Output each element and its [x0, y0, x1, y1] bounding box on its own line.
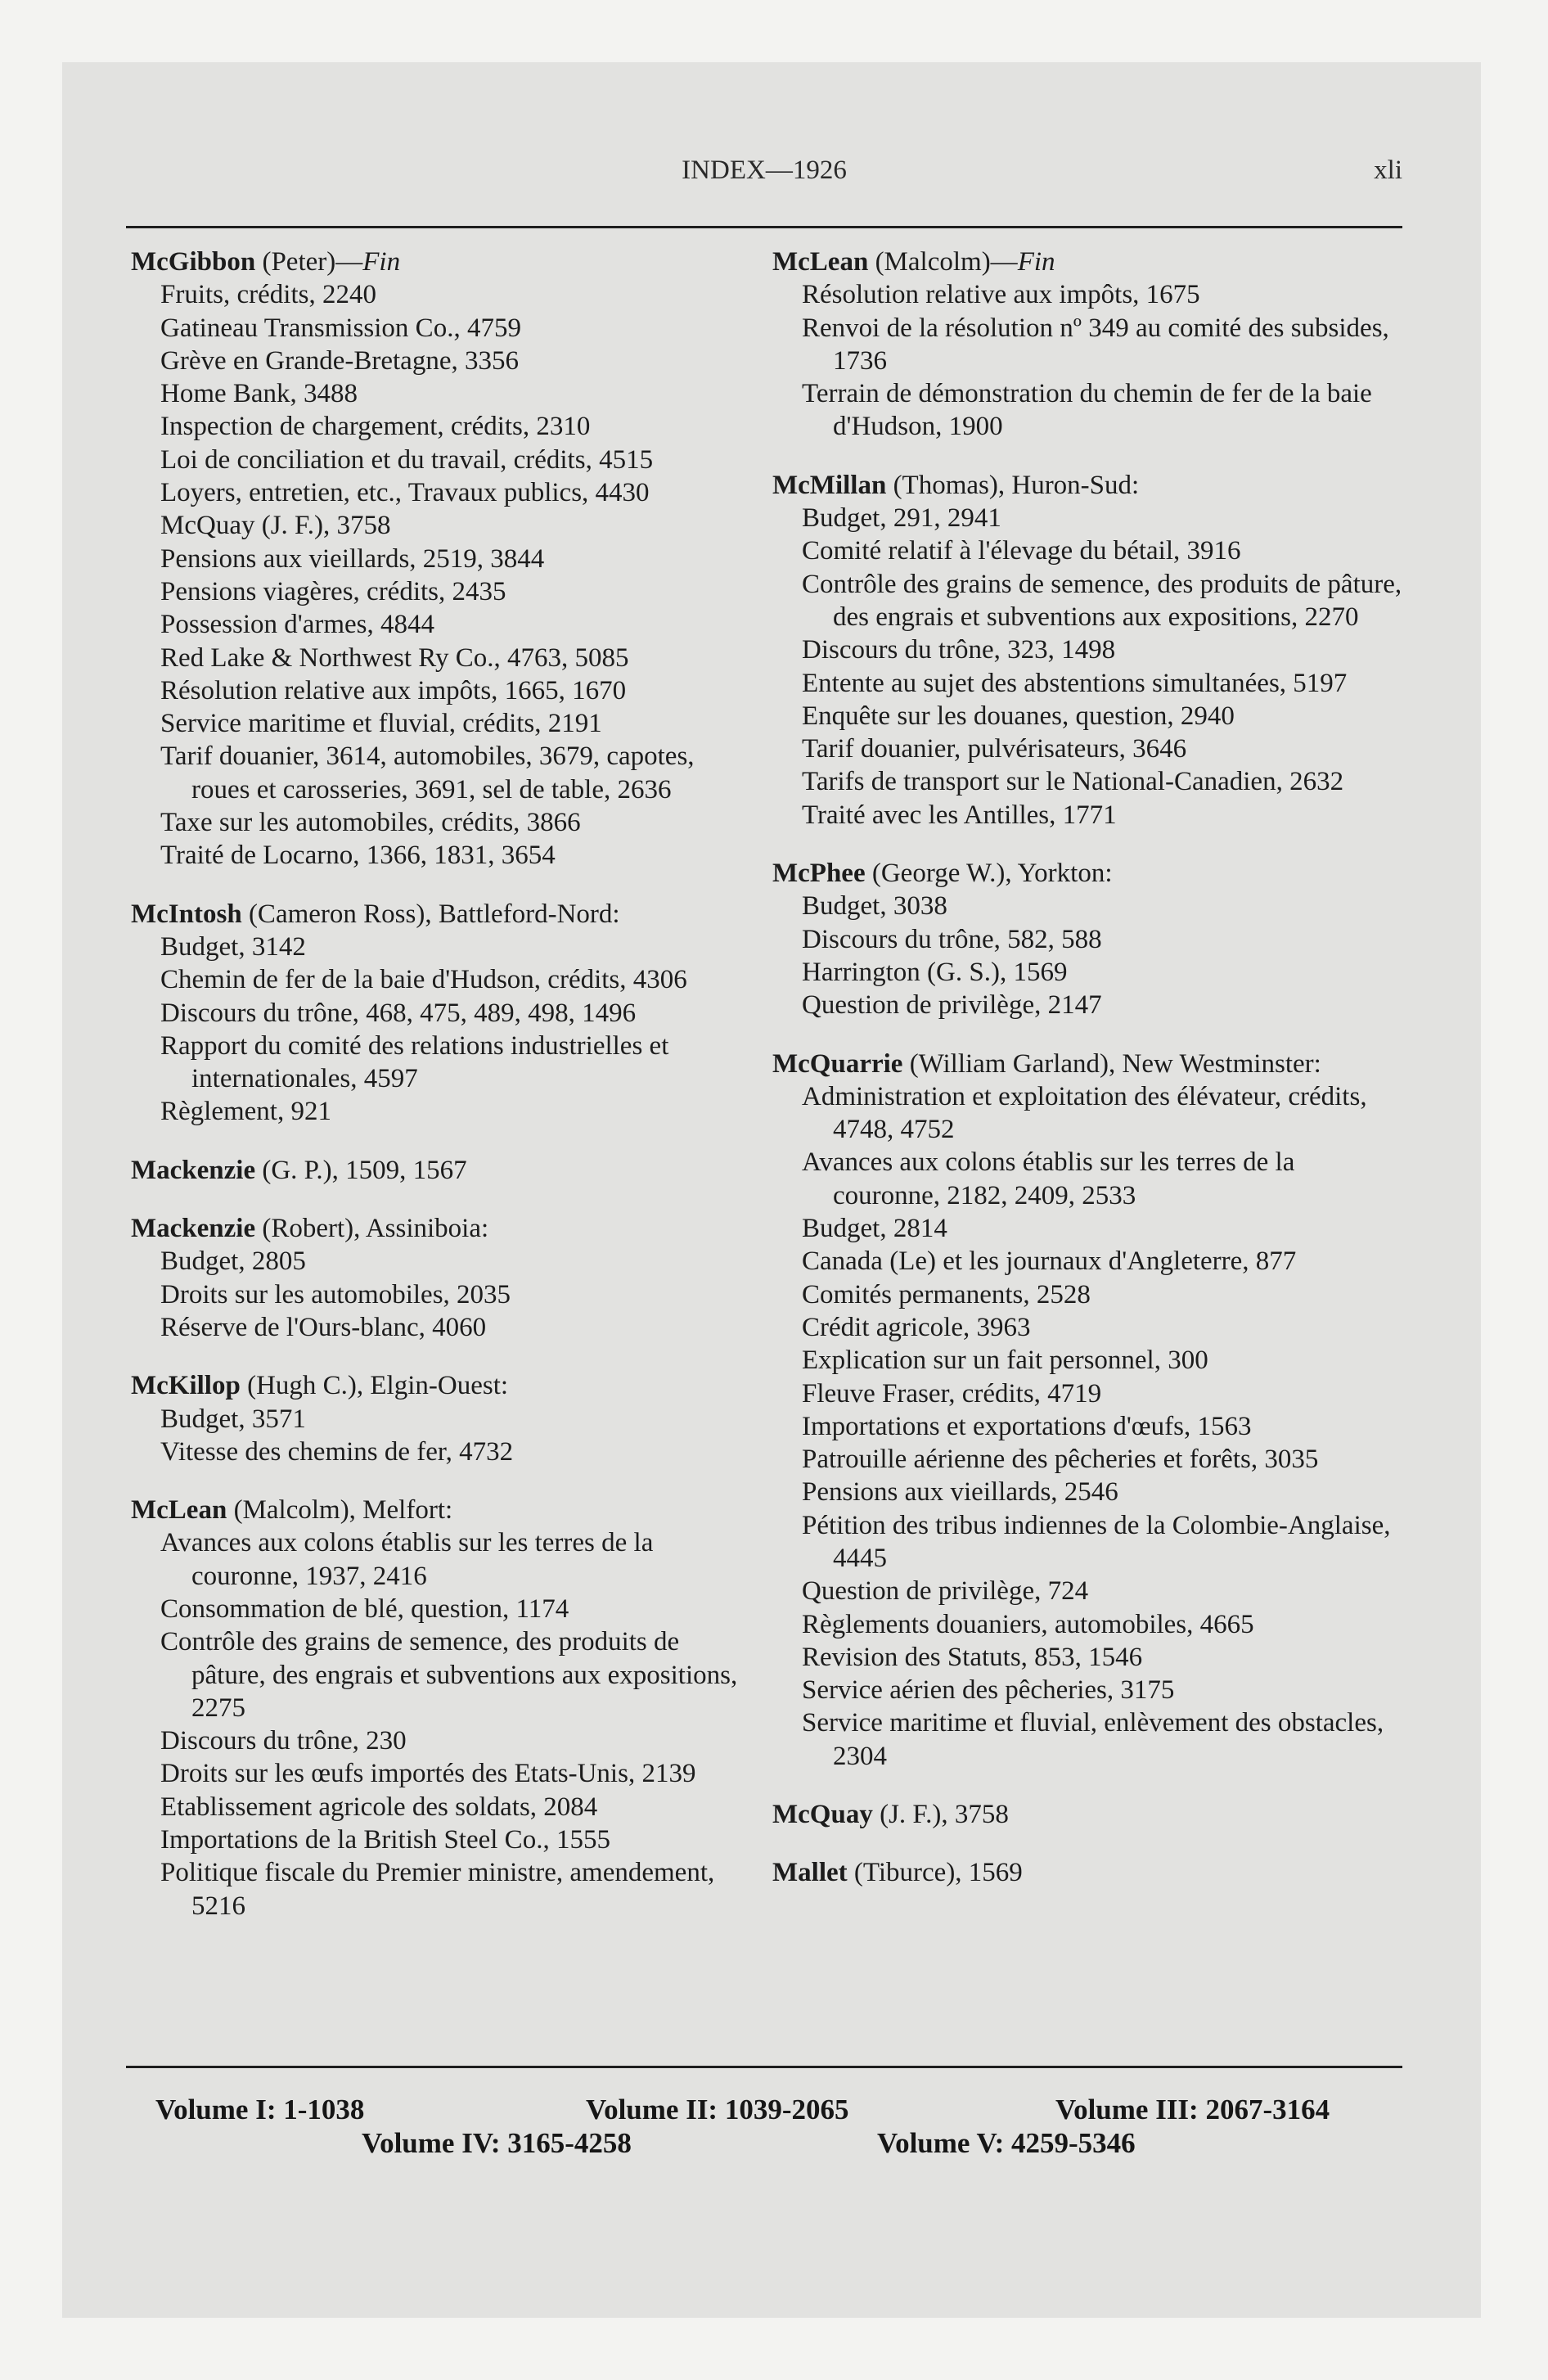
index-subentry: Traité avec les Antilles, 1771 [802, 800, 1117, 830]
index-subentry: Budget, 3038 [802, 891, 947, 922]
index-subentry: Règlement, 921 [160, 1097, 331, 1127]
index-subentry: Importations et exportations d'œufs, 1563 [802, 1411, 1252, 1441]
index-subentry: Tarifs de transport sur le National-Canadien, 2632 [802, 767, 1344, 797]
volume-1-range: Volume I: 1-1038 [155, 2094, 365, 2125]
member-name: McKillop [131, 1371, 241, 1401]
index-subentry: Vitesse des chemins de fer, 4732 [160, 1436, 514, 1467]
index-subentry: Budget, 3571 [160, 1404, 306, 1434]
member-details: (Thomas), Huron-Sud: [886, 470, 1140, 500]
volume-5-range: Volume V: 4259-5346 [877, 2127, 1136, 2159]
index-subentry: Question de privilège, 2147 [802, 990, 1102, 1021]
entry-heading [772, 469, 1402, 502]
bottom-rule [126, 2066, 1402, 2068]
index-subentry: Service maritime et fluvial, crédits, 2191 [160, 709, 602, 739]
index-subentry: Tarif douanier, 3614, automobiles, 3679, capotes, roues et carosseries, 3691, sel de table, 2636 [160, 741, 695, 805]
right-column [772, 246, 1402, 1915]
index-subentry: Question de privilège, 724 [802, 1576, 1089, 1607]
member-details: (Cameron Ross), Battleford-Nord: [241, 899, 620, 929]
index-subentry: Budget, 3142 [160, 931, 306, 962]
index-subentry: Budget, 2805 [160, 1246, 306, 1277]
entry-heading [131, 1494, 753, 1526]
index-entry [772, 469, 1402, 832]
index-subentry: Crédit agricole, 3963 [802, 1312, 1031, 1342]
index-subentry: Réserve de l'Ours-blanc, 4060 [160, 1312, 487, 1342]
member-details: (Peter)— [255, 247, 363, 277]
index-subentry: Droits sur les automobiles, 2035 [160, 1279, 511, 1309]
index-subentry: Pétition des tribus indiennes de la Colombie-Anglaise, 4445 [802, 1510, 1391, 1573]
index-subentry: Traité de Locarno, 1366, 1831, 3654 [160, 841, 556, 871]
index-subentry: Explication sur un fait personnel, 300 [802, 1346, 1208, 1376]
member-details: (William Garland), New Westminster: [902, 1048, 1321, 1079]
index-subentry: Grève en Grande-Bretagne, 3356 [160, 345, 519, 376]
volume-2-range: Volume II: 1039-2065 [586, 2094, 849, 2125]
index-subentry: McQuay (J. F.), 3758 [160, 511, 391, 541]
index-subentry: Contrôle des grains de semence, des produits de pâture, des engrais et subventions aux expositions, 2270 [802, 569, 1402, 632]
member-details: (G. P.), 1509, 1567 [255, 1155, 467, 1185]
entry-heading [772, 1798, 1402, 1831]
index-subentry: Taxe sur les automobiles, crédits, 3866 [160, 808, 581, 838]
member-details: (George W.), Yorkton: [865, 859, 1113, 889]
member-name: McIntosh [131, 899, 242, 929]
index-subentry: Revision des Statuts, 853, 1546 [802, 1642, 1143, 1672]
volume-ranges-footer [151, 2094, 1386, 2160]
index-subentry: Discours du trône, 582, 588 [802, 924, 1102, 954]
index-subentry: Pensions aux vieillards, 2519, 3844 [160, 543, 545, 574]
member-name: Mackenzie [131, 1155, 256, 1185]
index-subentry: Résolution relative aux impôts, 1665, 1670 [160, 675, 627, 705]
index-entry [772, 1048, 1402, 1774]
index-subentry: Pensions aux vieillards, 2546 [802, 1477, 1118, 1508]
entry-heading [131, 1212, 753, 1245]
index-subentry: Gatineau Transmission Co., 4759 [160, 313, 521, 343]
index-subentry: Canada (Le) et les journaux d'Angleterre, 877 [802, 1246, 1297, 1277]
index-subentry: Tarif douanier, pulvérisateurs, 3646 [802, 734, 1187, 764]
index-subentry: Rapport du comité des relations industrielles et internationales, 4597 [160, 1030, 669, 1094]
entry-heading [772, 1048, 1402, 1080]
member-name: McQuay [772, 1800, 873, 1830]
index-entry [131, 1212, 753, 1344]
member-name: McPhee [772, 859, 866, 889]
index-subentry: Loyers, entretien, etc., Travaux publics, 4430 [160, 478, 650, 508]
member-details: (Hugh C.), Elgin-Ouest: [240, 1371, 509, 1401]
member-name: McLean [772, 247, 869, 277]
member-details: (Malcolm), Melfort: [227, 1495, 453, 1526]
index-subentry: Résolution relative aux impôts, 1675 [802, 280, 1200, 310]
index-subentry: Enquête sur les douanes, question, 2940 [802, 701, 1235, 731]
index-subentry: Budget, 291, 2941 [802, 503, 1001, 534]
index-entry [131, 1154, 753, 1187]
entry-heading [131, 1369, 753, 1402]
entry-heading [131, 1154, 753, 1187]
index-subentry: Consommation de blé, question, 1174 [160, 1593, 569, 1624]
member-details: (Malcolm)— [868, 247, 1018, 277]
index-entry [772, 857, 1402, 1021]
entry-heading [772, 857, 1402, 890]
index-subentry: Droits sur les œufs importés des Etats-Unis, 2139 [160, 1759, 696, 1789]
index-subentry: Discours du trône, 468, 475, 489, 498, 1496 [160, 998, 637, 1028]
entry-heading [772, 1856, 1402, 1889]
index-subentry: Administration et exploitation des élévateur, crédits, 4748, 4752 [802, 1081, 1367, 1145]
member-name: McMillan [772, 470, 887, 500]
member-details: (J. F.), 3758 [872, 1800, 1009, 1830]
member-name: Mallet [772, 1858, 848, 1888]
member-name: McQuarrie [772, 1048, 903, 1079]
index-subentry: Fleuve Fraser, crédits, 4719 [802, 1378, 1102, 1409]
page-number: xli [1374, 156, 1402, 185]
entry-heading [131, 898, 753, 931]
index-subentry: Service aérien des pêcheries, 3175 [802, 1675, 1175, 1706]
index-entry [131, 1494, 753, 1922]
left-column [131, 246, 753, 1948]
index-subentry: Discours du trône, 323, 1498 [802, 635, 1116, 665]
entry-heading [131, 246, 753, 278]
index-subentry: Importations de la British Steel Co., 1555 [160, 1825, 610, 1855]
volume-3-range: Volume III: 2067-3164 [1055, 2094, 1330, 2125]
index-subentry: Fruits, crédits, 2240 [160, 280, 376, 310]
member-details: (Robert), Assiniboia: [255, 1214, 489, 1244]
member-details: (Tiburce), 1569 [847, 1858, 1023, 1888]
index-subentry: Terrain de démonstration du chemin de fer de la baie d'Hudson, 1900 [802, 379, 1372, 442]
index-subentry: Discours du trône, 230 [160, 1726, 407, 1756]
page-header [126, 156, 1402, 196]
index-entry [131, 246, 753, 872]
index-subentry: Red Lake & Northwest Ry Co., 4763, 5085 [160, 642, 629, 673]
index-entry [772, 246, 1402, 444]
index-subentry: Entente au sujet des abstentions simultanées, 5197 [802, 668, 1348, 698]
index-subentry: Pensions viagères, crédits, 2435 [160, 576, 506, 606]
index-subentry: Inspection de chargement, crédits, 2310 [160, 412, 591, 442]
index-subentry: Chemin de fer de la baie d'Hudson, crédits, 4306 [160, 965, 687, 995]
index-title: INDEX—1926 [682, 156, 847, 185]
index-subentry: Politique fiscale du Premier ministre, amendement, 5216 [160, 1858, 715, 1921]
member-name: McGibbon [131, 247, 256, 277]
index-subentry: Comité relatif à l'élevage du bétail, 3916 [802, 536, 1241, 566]
member-name: Mackenzie [131, 1214, 256, 1244]
index-subentry: Possession d'armes, 4844 [160, 610, 435, 640]
continued-marker: Fin [362, 247, 401, 277]
index-entry [772, 1798, 1402, 1831]
index-subentry: Patrouille aérienne des pêcheries et forêts, 3035 [802, 1445, 1319, 1475]
index-subentry: Renvoi de la résolution nº 349 au comité des subsides, 1736 [802, 313, 1389, 376]
index-entry [772, 1856, 1402, 1889]
index-subentry: Comités permanents, 2528 [802, 1279, 1091, 1309]
member-name: McLean [131, 1495, 227, 1526]
index-subentry: Service maritime et fluvial, enlèvement des obstacles, 2304 [802, 1708, 1384, 1771]
volume-4-range: Volume IV: 3165-4258 [362, 2127, 632, 2159]
index-subentry: Harrington (G. S.), 1569 [802, 957, 1068, 987]
index-subentry: Règlements douaniers, automobiles, 4665 [802, 1609, 1254, 1639]
index-subentry: Avances aux colons établis sur les terres de la couronne, 2182, 2409, 2533 [802, 1147, 1295, 1210]
index-entry [131, 898, 753, 1129]
index-entry [131, 1369, 753, 1468]
top-rule [126, 226, 1402, 228]
index-subentry: Budget, 2814 [802, 1214, 947, 1244]
index-subentry: Loi de conciliation et du travail, crédits, 4515 [160, 444, 654, 475]
index-subentry: Contrôle des grains de semence, des produits de pâture, des engrais et subventions aux expositions, 2275 [160, 1627, 738, 1723]
entry-heading [772, 246, 1402, 278]
index-subentry: Etablissement agricole des soldats, 2084 [160, 1792, 598, 1822]
index-subentry: Home Bank, 3488 [160, 379, 358, 409]
continued-marker: Fin [1017, 247, 1055, 277]
index-subentry: Avances aux colons établis sur les terres de la couronne, 1937, 2416 [160, 1528, 654, 1591]
